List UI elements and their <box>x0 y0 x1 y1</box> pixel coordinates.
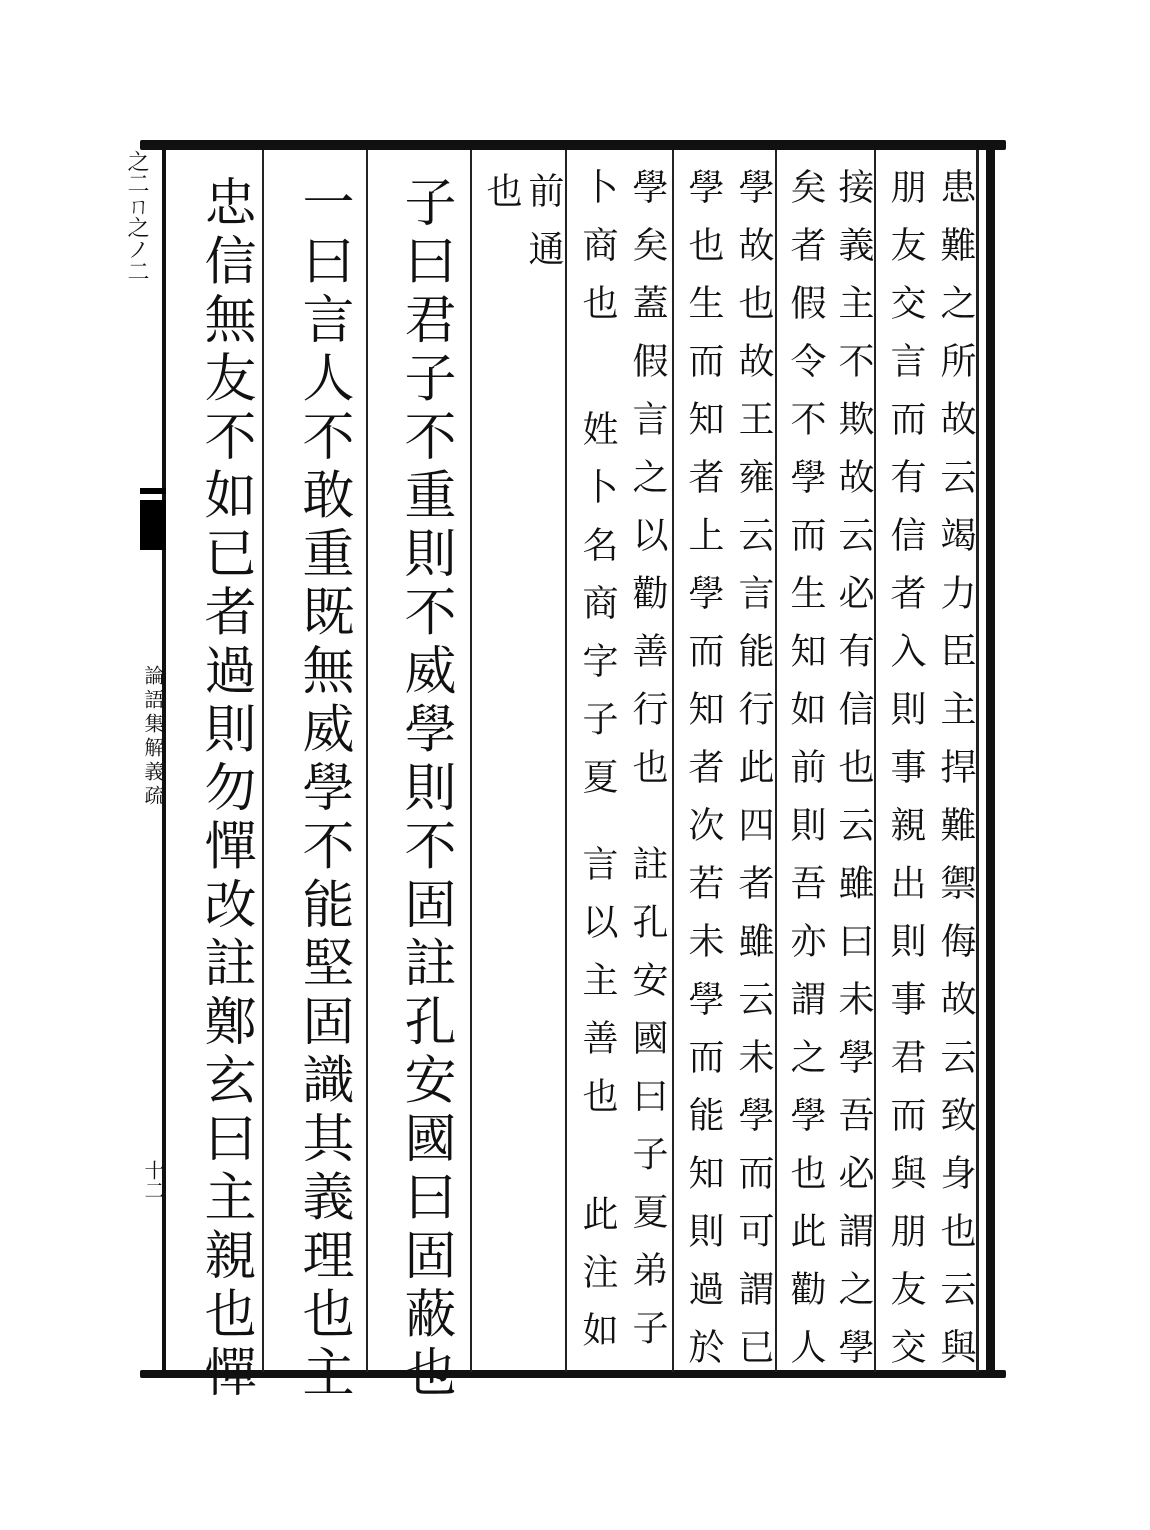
frame-top-border <box>140 140 1006 150</box>
note-line: 前通 <box>523 172 564 288</box>
main-text-column: 忠信無友不如已者過則勿憚改註鄭玄曰主親也憚 <box>195 175 255 1404</box>
main-text-column: 一曰言人不敢重既無威學不能堅固識其義理也主 <box>293 175 353 1404</box>
commentary-line: 此注如 <box>577 1195 618 1369</box>
commentary-line: 卜商也 <box>577 168 618 342</box>
commentary-line: 註孔安國曰子夏弟子 <box>627 845 668 1367</box>
column-divider <box>366 150 368 1372</box>
spine-fishtail-bar <box>140 488 166 494</box>
commentary-line: 言以主善也 <box>577 845 618 1135</box>
commentary-line: 接義主不欺故云必有信也云雖曰未學吾必謂之學 <box>833 168 874 1386</box>
column-divider <box>470 150 472 1372</box>
commentary-line: 矣者假令不學而生知如前則吾亦謂之學也此勸人 <box>785 168 826 1386</box>
commentary-line: 學也生而知者上學而知者次若未學而能知則過於 <box>683 168 724 1386</box>
spine-fishtail-block <box>140 500 166 550</box>
spine-fishtail-text: 之二ㄇ之ノ二 <box>124 150 149 282</box>
frame-right-border <box>986 145 995 1375</box>
commentary-line: 學故也故王雍云言能行此四者雖云未學而可謂已 <box>733 168 774 1386</box>
commentary-line: 患難之所故云竭力臣主捍難禦侮故云致身也云與 <box>935 168 976 1386</box>
commentary-line: 姓卜名商字子夏 <box>577 410 618 816</box>
spine-page-number: 十二 <box>141 1160 165 1200</box>
column-divider <box>565 150 567 1372</box>
spine-book-title: 論語集解義疏 <box>141 665 165 809</box>
commentary-line: 學矣蓋假言之以勸善行也 <box>627 168 668 806</box>
note-line: 也 <box>481 172 522 230</box>
commentary-line: 朋友交言而有信者入則事親出則事君而與朋友交 <box>885 168 926 1386</box>
main-text-column: 子曰君子不重則不威學則不固註孔安國曰固蔽也 <box>395 175 455 1404</box>
